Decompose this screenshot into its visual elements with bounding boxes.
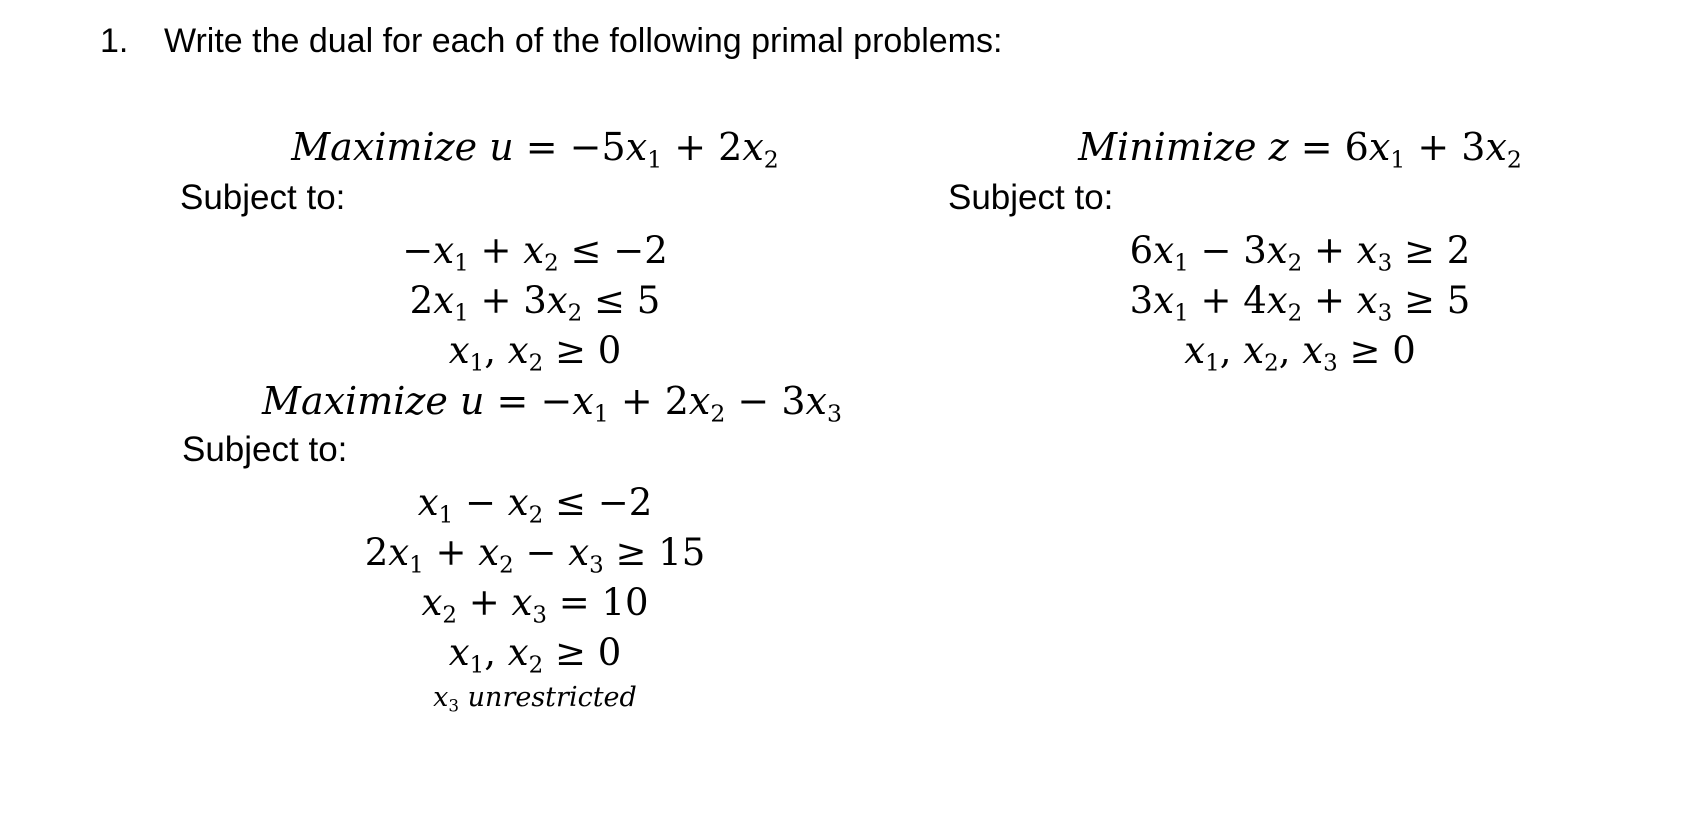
problem-2-nonnegativity: $x_1$, $x_2$, $x_3 \ge 0$ — [1184, 329, 1416, 377]
problem-3-objective: Maximize $u = -x_1 + 2x_2 - 3x_3$ — [262, 379, 842, 428]
problem-2-constraint-1: $6x_1 - 3x_2 + x_3 \ge 2$ — [1129, 229, 1471, 277]
problem-3-constraint-1: $x_1 - x_2 \le -2$ — [417, 481, 653, 529]
question-heading — [100, 22, 1002, 61]
problem-1-constraint-2: $2x_1 + 3x_2 \le 5$ — [409, 279, 661, 327]
problem-3-nonnegativity: $x_1$, $x_2 \ge 0$ — [448, 631, 622, 679]
problem-3-subject-to: Subject to: — [182, 430, 348, 469]
problem-1-constraint-1: $-x_1 + x_2 \le -2$ — [402, 229, 668, 277]
problem-2-constraint-2: $3x_1 + 4x_2 + x_3 \ge 5$ — [1129, 279, 1471, 327]
problem-3-constraint-2: $2x_1 + x_2 - x_3 \ge 15$ — [364, 531, 706, 579]
problem-3-unrestricted-note: $x_3$ unrestricted — [433, 682, 637, 716]
question-number: 1. — [100, 22, 129, 60]
question-text: Write the dual for each of the following primal problems: — [164, 22, 1003, 60]
problem-1-subject-to: Subject to: — [180, 178, 346, 217]
problem-3-constraint-3: $x_2 + x_3 = 10$ — [421, 581, 649, 629]
problem-2-subject-to: Subject to: — [948, 178, 1114, 217]
problem-1-objective: Maximize $u = -5x_1 + 2x_2$ — [291, 125, 779, 174]
problem-1-nonnegativity: $x_1$, $x_2 \ge 0$ — [448, 329, 622, 377]
problem-2-objective: Minimize $z = 6x_1 + 3x_2$ — [1078, 125, 1522, 174]
